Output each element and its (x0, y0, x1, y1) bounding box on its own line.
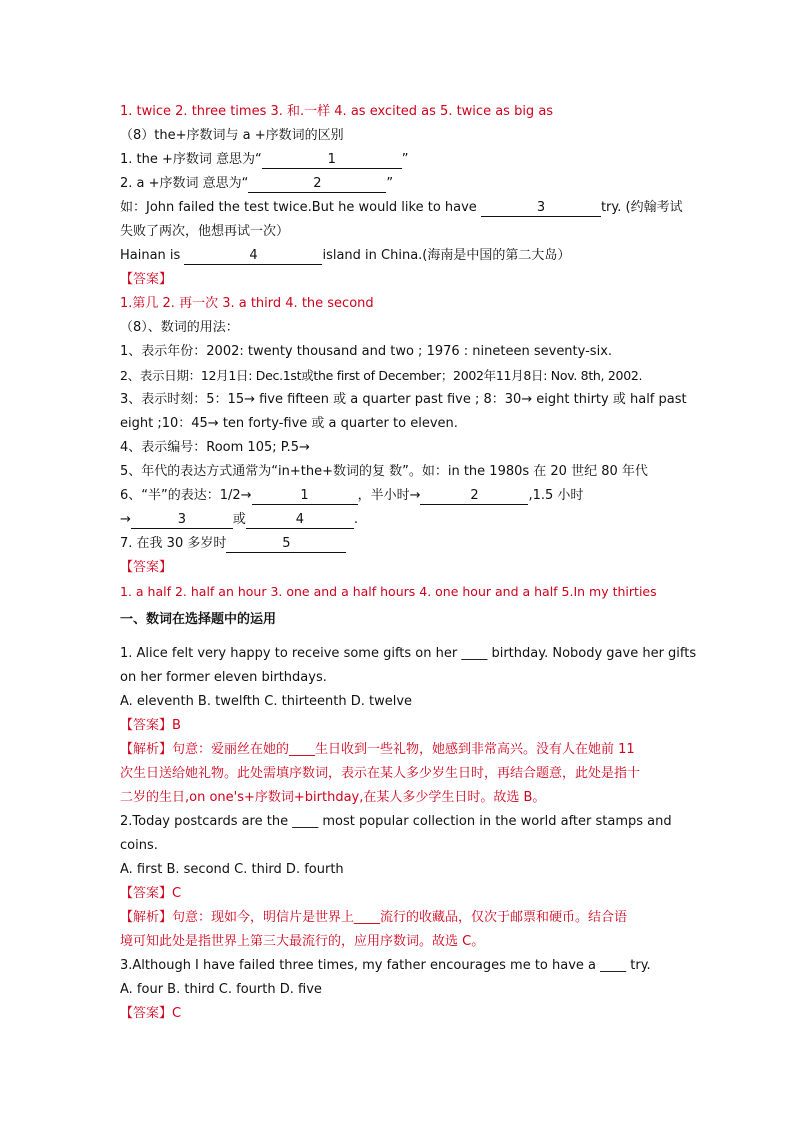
question-stem: 2.Today postcards are the ____ most popular collection in the world after stamps and (120, 814, 672, 829)
answer-tag: 【答案】 (120, 272, 173, 287)
answer-line: 1.第几 2. 再一次 3. a third 4. the second (120, 296, 374, 311)
question-stem: on her former eleven birthdays. (120, 670, 327, 685)
question-explanation: 境可知此处是指世界上第三大最流行的，应用序数词。故选 C。 (120, 934, 485, 949)
usage-year: 1、表示年份：2002: twenty thousand and two ; 1976 : nineteen seventy-six. (120, 344, 613, 359)
usage-date: 2、表示日期：12月1日: Dec.1st或the first of December；2002年11月8日: Nov. 8th, 2002. (120, 368, 643, 383)
question-2 (120, 810, 676, 954)
section-title: 一、数词在选择题中的运用 (120, 612, 277, 627)
usage-time-cont: eight ;10：45→ ten forty-five 或 a quarter to eleven. (120, 416, 458, 431)
question-options: A. first B. second C. third D. fourth (120, 862, 344, 877)
example-line-1-cont: 失败了两次，他想再试一次） (120, 224, 290, 239)
answer-tag: 【答案】 (120, 560, 173, 575)
blank-3: 3 (481, 199, 601, 217)
blank-hours-a: 3 (131, 511, 233, 529)
usage-decade: 5、年代的表达方式通常为“in+the+数词的复 数”。如：in the 1980s 在 20 世纪 80 年代 (120, 464, 648, 479)
question-stem: coins. (120, 838, 158, 853)
question-options: A. four B. third C. fourth D. five (120, 982, 322, 997)
question-answer: 【答案】C (120, 1006, 182, 1021)
blank-4: 4 (184, 247, 322, 265)
question-stem: 1. Alice felt very happy to receive some gifts on her ____ birthday. Nobody gave her gifts (120, 646, 697, 661)
document-page (120, 100, 697, 1026)
blank-half-hour: 2 (420, 487, 528, 505)
rule-line-1: 1. the +序数词 意思为“ 1 ” (120, 152, 409, 167)
blank-hours-b: 4 (246, 511, 354, 529)
answer-line: 1. a half 2. half an hour 3. one and a half hours 4. one hour and a half 5.In my thirties (120, 584, 657, 599)
question-options: A. eleventh B. twelfth C. thirteenth D. twelve (120, 694, 413, 709)
usage-time: 3、表示时刻：5：15→ five fifteen 或 a quarter past five ; 8：30→ eight thirty 或 half past (120, 392, 687, 407)
question-explanation: 【解析】句意：爱丽丝在她的____生日收到一些礼物，她感到非常高兴。没有人在她前 11 (120, 742, 635, 757)
blank-half: 1 (252, 487, 358, 505)
example-line-2: Hainan is 4 island in China.(海南是中国的第二大岛） (120, 248, 571, 263)
question-explanation: 次生日送给她礼物。此处需填序数词，表示在某人多少岁生日时，再结合题意，此处是指十 (120, 766, 641, 781)
question-1 (120, 642, 697, 810)
question-answer: 【答案】C (120, 886, 182, 901)
section-heading-ordinal: （8）the+序数词与 a +序数词的区别 (120, 128, 344, 143)
rule-line-2: 2. a +序数词 意思为“ 2 ” (120, 176, 394, 191)
question-explanation: 二岁的生日,on one's+序数词+birthday,在某人多少学生日时。故选 B。 (120, 790, 546, 805)
question-answer: 【答案】B (120, 718, 181, 733)
question-explanation: 【解析】句意：现如今，明信片是世界上____流行的收藏品，仅次于邮票和硬币。结合语 (120, 910, 628, 925)
example-line-1: 如：John failed the test twice.But he would like to have 3 try. (约翰考试 (120, 200, 683, 215)
usage-half-cont: → 3 或 4 . (120, 512, 359, 527)
blank-1: 1 (262, 151, 402, 169)
question-3 (120, 954, 676, 1026)
blank-2: 2 (248, 175, 386, 193)
usage-half: 6、“半”的表达：1/2→ 1 ，半小时→ 2 ,1.5 小时 (120, 488, 584, 503)
blank-thirties: 5 (226, 535, 346, 553)
question-stem: 3.Although I have failed three times, my father encourages me to have a ____ try. (120, 958, 651, 973)
usage-thirties: 7. 在我 30 多岁时 5 (120, 532, 676, 556)
section-heading-usage: （8）、数词的用法： (120, 320, 239, 335)
top-answers: 1. twice 2. three times 3. 和.一样 4. as excited as 5. twice as big as (120, 104, 554, 119)
usage-number: 4、表示编号：Room 105; P.5→ (120, 440, 310, 455)
